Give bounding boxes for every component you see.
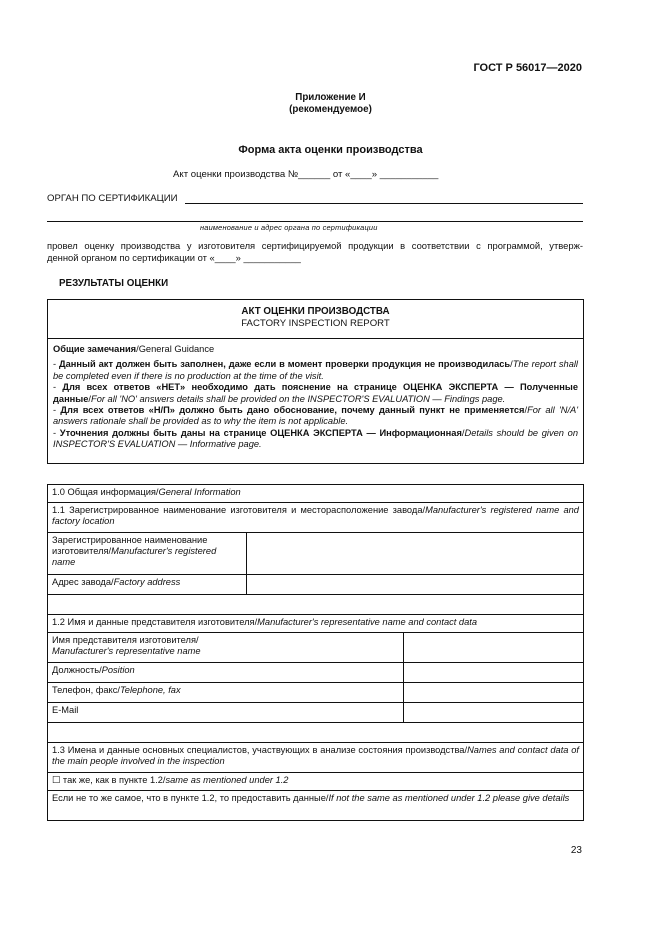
- guidance-en: /General Guidance: [136, 344, 215, 354]
- section-1-1-ru: 1.1 Зарегистрированное наименование изготовителя и месторасположение завода/: [52, 505, 426, 515]
- guidance-item-ru: Для всех ответов «Н/П» должно быть дано обоснование, почему данный пункт не применяется: [60, 405, 525, 416]
- section-1-1: [48, 503, 584, 533]
- blank-row: [48, 723, 584, 743]
- guidance-item-en: For all 'NO' answers details shall be provided on the INSPECTOR'S EVALUATION — Findings page.: [91, 393, 506, 404]
- email-label: E-Mail: [48, 703, 404, 723]
- position-ru: Должность/: [52, 665, 102, 675]
- factory-address-label: [48, 575, 247, 595]
- act-number-line: Акт оценки производства №______ от «____» ___________: [173, 169, 439, 180]
- position-en: Position: [101, 665, 135, 675]
- intro-line-2: денной органом по сертификации от «____» ___________: [47, 252, 301, 263]
- rep-name-en: Manufacturer's representative name: [52, 646, 201, 656]
- guidance-item-ru: Данный акт должен быть заполнен, даже если в момент проверки продукция не производилась: [59, 359, 511, 370]
- phone-value[interactable]: [404, 683, 584, 703]
- factory-address-ru: Адрес завода/: [52, 577, 114, 587]
- rep-name-value[interactable]: [404, 633, 584, 663]
- report-title-box: [47, 299, 584, 339]
- same-as-en: same as mentioned under 1.2: [165, 775, 289, 785]
- intro-paragraph: [47, 240, 583, 264]
- guidance-item-en: The report shall be completed even if there is no production at the time of the visit.: [53, 359, 578, 381]
- guidance-box: [47, 338, 584, 464]
- section-1-0-ru: 1.0 Общая информация/: [52, 487, 159, 497]
- intro-line-1: провел оценку производства у изготовителя сертифицируемой продукции в соответствии с программой, утверж-: [47, 240, 583, 251]
- rep-name-label: [48, 633, 404, 663]
- section-1-3: [48, 743, 584, 773]
- reg-name-en: Manufacturer's registered name: [52, 546, 217, 567]
- phone-label: [48, 683, 404, 703]
- guidance-item-en: Details should be given on INSPECTOR'S EVALUATION — Informative page.: [53, 427, 578, 450]
- section-1-2-en: Manufacturer's representative name and contact data: [257, 617, 478, 627]
- same-as-checkbox-row[interactable]: [48, 773, 584, 791]
- page-number: 23: [570, 845, 582, 856]
- not-same-ru: Если не то же самое, что в пункте 1.2, то предоставить данные/: [52, 793, 329, 803]
- factory-address-en: Factory address: [113, 577, 181, 587]
- section-1-3-ru: 1.3 Имена и данные основных специалистов, участвующих в анализе состояния производства/: [52, 745, 468, 755]
- report-title-ru: АКТ ОЦЕНКИ ПРОИЗВОДСТВА: [241, 306, 390, 317]
- section-1-0: [48, 485, 584, 503]
- guidance-item: - Уточнения должны быть даны на странице ОЦЕНКА ЭКСПЕРТА — Информационная/Details should be given on INSPECTOR'S EVALUATION — Informative page.: [53, 427, 578, 450]
- not-same-row: [48, 791, 584, 821]
- organ-address-line: [47, 221, 583, 222]
- section-1-1-en: Manufacturer's registered name and factory location: [52, 505, 579, 526]
- guidance-item: - Данный акт должен быть заполнен, даже если в момент проверки продукция не производилась/The report shall be completed even if there is no production at the time of the visit.: [53, 359, 578, 381]
- results-heading: РЕЗУЛЬТАТЫ ОЦЕНКИ: [59, 278, 169, 289]
- email-value[interactable]: [404, 703, 584, 723]
- standard-number: ГОСТ Р 56017—2020: [473, 62, 582, 74]
- phone-en: Telephone, fax: [119, 685, 181, 695]
- section-1-3-en: Names and contact data of the main people involved in the inspection: [52, 745, 579, 766]
- form-title: Форма акта оценки производства: [238, 144, 423, 156]
- not-same-en: If not the same as mentioned under 1.2 please give details: [328, 793, 570, 803]
- blank-row: [48, 595, 584, 615]
- appendix-subtitle: (рекомендуемое): [289, 104, 372, 115]
- position-value[interactable]: [404, 663, 584, 683]
- appendix-title: Приложение И: [295, 92, 366, 103]
- position-label: [48, 663, 404, 683]
- guidance-heading: [53, 344, 578, 355]
- guidance-item: - Для всех ответов «НЕТ» необходимо дать пояснение на странице ОЦЕНКА ЭКСПЕРТА — Полученные данные/For all 'NO' answers details shall be provided on the INSPECTOR'S EVALUATION — Findings page.: [53, 382, 578, 404]
- section-1-0-en: General Information: [158, 487, 241, 497]
- organ-name-line: [185, 203, 583, 204]
- guidance-item: - Для всех ответов «Н/П» должно быть дано обоснование, почему данный пункт не применяется/For all 'N/A' answers rationale shall be provided as to why the item is not applicable.: [53, 405, 578, 427]
- phone-ru: Телефон, факс/: [52, 685, 120, 695]
- guidance-item-ru: Уточнения должны быть даны на странице ОЦЕНКА ЭКСПЕРТА — Информационная: [59, 427, 462, 438]
- reg-name-value[interactable]: [247, 533, 584, 575]
- organ-caption: наименование и адрес органа по сертификации: [200, 223, 378, 232]
- report-title-en: FACTORY INSPECTION REPORT: [241, 318, 390, 329]
- guidance-item-en: For all 'N/A' answers rationale shall be provided as to why the item is not applicable.: [53, 405, 578, 427]
- general-info-table: [47, 484, 584, 821]
- guidance-item-ru: Для всех ответов «НЕТ» необходимо дать пояснение на странице ОЦЕНКА ЭКСПЕРТА — Полученные данные: [53, 382, 578, 404]
- rep-name-ru: Имя представителя изготовителя/: [52, 635, 199, 645]
- section-1-2: [48, 615, 584, 633]
- same-as-ru: ☐ так же, как в пункте 1.2/: [52, 775, 166, 785]
- reg-name-ru: Зарегистрированное наименование изготовителя/: [52, 535, 208, 556]
- organ-label: ОРГАН ПО СЕРТИФИКАЦИИ: [47, 193, 178, 204]
- factory-address-value[interactable]: [247, 575, 584, 595]
- section-1-2-ru: 1.2 Имя и данные представителя изготовителя/: [52, 617, 258, 627]
- reg-name-label: [48, 533, 247, 575]
- guidance-ru: Общие замечания: [53, 344, 137, 354]
